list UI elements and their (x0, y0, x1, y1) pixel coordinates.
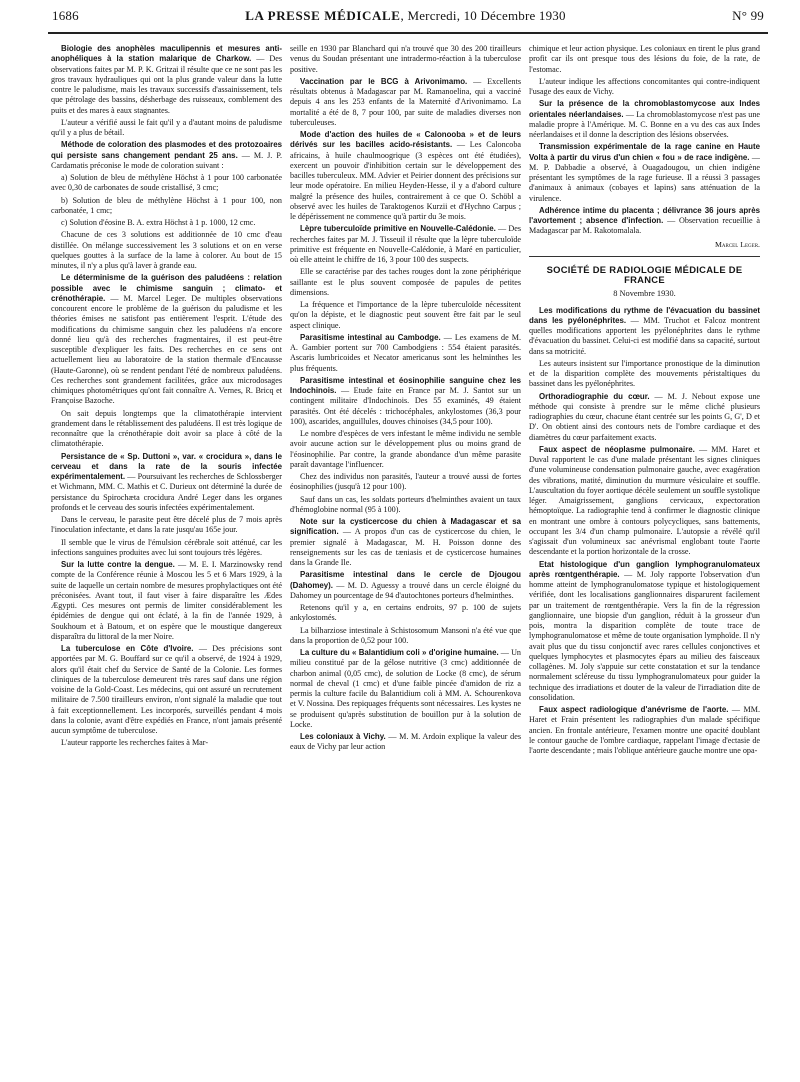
article-heading: Parasitisme intestinal et éosinophilie sanguine chez les Indochinois. (290, 375, 521, 395)
paragraph (529, 445, 760, 558)
article-heading: Etat histologique d'un ganglion lymphogranulomateux après rœntgenthérapie. (529, 559, 760, 579)
paragraph (529, 99, 760, 140)
paragraph-text: a) Solution de bleu de méthylène Höchst à 1 pour 100 carbonatée avec 0,30 de carbonates de soude cristallisé, 3 cmc; (51, 173, 282, 193)
article-heading: Les modifications du rythme de l'évacuation du bassinet dans les pyélonéphrites. (529, 305, 760, 325)
paragraph (51, 538, 282, 559)
paragraph (290, 429, 521, 470)
paragraph-text: — M. M. Ardoin explique la valeur des eaux de Vichy par leur action (290, 732, 521, 752)
article-heading: La culture du « Balantidium coli » d'origine humaine. (300, 648, 499, 657)
paragraph (529, 560, 760, 704)
paragraph (51, 452, 282, 514)
issue-number: N° 99 (732, 8, 764, 23)
issue-date: Mercredi, 10 Décembre 1930 (407, 8, 566, 23)
article-heading: Parasitisme intestinal au Cambodge. (300, 332, 441, 342)
paragraph (51, 409, 282, 450)
article-heading: Mode d'action des huiles de « Calonooba » et de leurs dérivés sur les bacilles acido-résistants. (290, 130, 521, 150)
section-date: 8 Novembre 1930. (613, 289, 676, 299)
paragraph (290, 648, 521, 730)
column-left (51, 44, 282, 1076)
paragraph-text: La fréquence et l'importance de la lèpre tuberculoïde nécessitent qu'on la dépiste, et le diagnostic peut souvent être fait par le seul aspect clinique. (290, 300, 521, 330)
author-signature: Marcel Leger. (714, 239, 760, 249)
article-heading: Faux aspect de néoplasme pulmonaire. (539, 444, 695, 454)
paragraph (529, 392, 760, 443)
column-right-part1 (529, 44, 760, 237)
article-heading: Adhérence intime du placenta ; délivrance 36 jours après l'avortement ; absence d'infection. (529, 205, 760, 225)
paragraph-text: — Etude faite en France par M. J. Santot sur un contingent militaire d'Indochinois. Des 55 examinés, 49 étaient parasités. Ont été décelés : trichocéphales, ankylostomes (36,3 pour 100), ascarides, anguillules, douves chinoises (34,5 pour 100). (290, 386, 521, 426)
paragraph-text: — M. D. Aguessy a trouvé dans un cercle éloigné du Dahomey un pourcentage de 94 d'autochtones porteurs d'helminthes. (290, 580, 521, 600)
paragraph-text: chimique et leur action physique. Les coloniaux en tirent le plus grand profit car ils ont presque tous des lésions du foie, de la rate, de l'estomac. (529, 44, 760, 74)
page-header (52, 2, 764, 30)
paragraph (51, 515, 282, 536)
paragraph-text: — MM. Haret et Frain présentent les radiographies d'un malade spécifique ancien. En frontale antérieure, l'examen montre une opacité doublant le contour gauche de l'ombre cardiaque, rappelant l'image d'ectasie de l'aorte descendante ; mais l'oblique antérieure gauche montre une opa- (529, 705, 760, 755)
column-middle (290, 44, 521, 1076)
paragraph-text: — M. Marcel Leger. De multiples observations concourent encore le problème de la guérison du paludisme et les théories émises ne satisfont pas entièrement l'esprit. L'étude des modifications du chimisme sanguin chez les paludéens n'a encore donné lieu qu'à des recherches fragmentaires, il est peut-être susceptible d'expliquer les faits. Des recherches en ce sens ont actuellement lieu au laboratoire de la station thermale d'Encausse (Haute-Garonne), où se rendent pendant l'été de nombreux paludéens. Ces recherches sont grandement facilitées, grâce aux microdosages chimiques photométriques qu'ont fait connaître A. Vernes, R. Bricq et Françoise Bazoche. (51, 293, 282, 406)
paragraph-text: Chez des individus non parasités, l'auteur a trouvé aussi de fortes éosinophilies (jusqu'à 12 pour 100). (290, 472, 521, 492)
paragraph (290, 44, 521, 75)
paragraph-text: Elle se caractérise par des taches rouges dont la zone périphérique saillante est le plus souvent composée de papules de petites dimensions. (290, 267, 521, 297)
paragraph-text: L'auteur a vérifié aussi le fait qu'il y a d'autant moins de paludisme qu'il y a plus de bétail. (51, 117, 282, 137)
paragraph-text: seille en 1930 par Blanchard qui n'a trouvé que 30 des 200 tirailleurs venus du Soudan présentant une intradermo-réaction à la tuberculose positive. (290, 44, 521, 74)
article-heading: Biologie des anophèles maculipennis et mesures anti-anophéliques à la station malarique de Charkow. (51, 44, 282, 64)
paragraph (529, 44, 760, 75)
paragraph-text: — Les Caloncoba africains, à huile chaulmoogrique (3 espèces ont été étudiées), exercent un pouvoir d'inhibition certain sur le développement des bacilles tuberculeux. MM. Advier et Peirier donnent des précisions sur leur mode opératoire. En milieu Heyden-Hesse, il y a d'abord culture malgré la présence des huiles, contrairement à ce que O. Schöbl a observé avec les huiles de Taraktogenos Kurzii et d'Hychno Carpus ; le dépérissement ne commence qu'à partir du 3e mois. (290, 140, 521, 221)
paragraph (290, 376, 521, 427)
paragraph (51, 738, 282, 748)
section-title: SOCIÉTÉ DE RADIOLOGIE MÉDICALE DE FRANCE (546, 263, 743, 285)
paragraph-text: — M. J. P. Cardamatis préconise le mode de coloration suivant : (51, 150, 282, 170)
paragraph-text: — Excellents résultats obtenus à Madagascar par M. Ramanoelina, qui a vacciné depuis 4 ans les 253 enfants de la Maternité d'Arivonimamo. La mortalité a été de 8, 7 pour 100, par suite de maladies diverses non tuberculeuses. (290, 76, 521, 127)
paragraph-text: — Des précisions sont apportées par M. G. Bouffard sur ce qu'il a observé, de 1924 à 1929, alors qu'il était chef du Service de Santé de la Colonie. Les formes cliniques de la tuberculose demeurent très rares sauf dans une région voisine de la Gold-Coast. Les médecins, qui ont assuré un recrutement militaire de 7.500 tirailleurs environ, n'ont signalé la maladie que tout à fait exceptionnellement. Les incorporés, surveillés pendant 4 mois dans la colonie, avant d'être expédiés en France, n'ont jamais présenté aucun symptôme de tuberculose. (51, 644, 282, 735)
paragraph (290, 300, 521, 331)
article-heading: La tuberculose en Côte d'Ivoire. (61, 644, 194, 653)
paragraph-text: — Poursuivant les recherches de Schlossberger et Wichmann, MM. C. Mathis et C. Durieux ont déterminé la durée de persistance du Spirochæta crocidura André Leger dans les organes profonds et le cerveau des souris infectées expérimentalement. (51, 472, 282, 512)
page-number: 1686 (52, 8, 79, 23)
paragraph-text: — M. J. Nebout expose une méthode qui consiste à prendre sur le même cliché plusieurs radiographies du cœur, chacune étant centrée sur les points G, G', D et D'. On obtient ainsi des contours nets de l'ombre cardiaque et des diamètres du cœur parfaitement exacts. (529, 391, 760, 442)
paragraph-text: Le nombre d'espèces de vers infestant le même individu ne semble avoir aucune action sur le développement plus ou moins grand de l'éosinophilie. Par contre, la grande abondance d'un même parasite paraît davantage l'influencer. (290, 429, 521, 469)
paragraph-text: Les auteurs insistent sur l'importance pronostique de la diminution et de la disparition complète des mouvements péristaltiques du bassinet dans les pyélonéphrites. (529, 358, 760, 389)
paragraph (529, 705, 760, 756)
paragraph (51, 230, 282, 271)
paragraph-text: On sait depuis longtemps que la climatothérapie intervient grandement dans le rétablissement des paludéens. Il est très logique de reconnaître que la crénothérapie doit avoir sa place à côté de la climatothérapie. (51, 408, 282, 449)
paragraph-text: La bilharziose intestinale à Schistosomum Mansoni n'a été vue que dans la proportion de 0,52 pour 100. (290, 625, 521, 645)
paragraph (529, 359, 760, 390)
paragraph-text: — Des recherches faites par M. J. Tisseuil il résulte que la lèpre tuberculoïde primitive est fréquente en Nouvelle-Calédonie, à Maré en particulier, où elle atteint le chiffre de 16, 3 pour 100 des suspects. (290, 224, 521, 264)
paragraph (290, 224, 521, 265)
paragraph (290, 333, 521, 374)
paragraph (51, 560, 282, 642)
article-heading: Sur la lutte contre la dengue. (61, 560, 175, 569)
article-heading: Le déterminisme de la guérison des paludéens : relation possible avec le chimisme sanguin ; climato- et crénothérapie. (51, 273, 282, 303)
paragraph (51, 196, 282, 217)
article-heading: Persistance de « Sp. Duttoni », var. « crocidura », dans le cerveau et dans la rate de la souris infectée expérimentalement. (51, 451, 282, 481)
paragraph (290, 267, 521, 298)
article-heading: Méthode de coloration des plasmodes et des protozoaires qui persiste sans changement pendant 25 ans. (51, 140, 282, 160)
paragraph-text: L'auteur indique les affections concomitantes qui contre-indiquent l'usage des eaux de Vichy. (529, 76, 760, 96)
paragraph-text: Dans le cerveau, le parasite peut être décelé plus de 7 mois après l'inoculation infectante, et dans la rate jusqu'au 165e jour. (51, 515, 282, 535)
article-heading: Parasitisme intestinal dans le cercle de Djougou (Dahomey). (290, 570, 521, 590)
article-heading: Les coloniaux à Vichy. (300, 732, 386, 741)
article-heading: Faux aspect radiologique d'anévrisme de l'aorte. (539, 705, 729, 714)
column-right-part2 (529, 306, 760, 757)
paragraph-text: — M. E. I. Marzinowsky rend compte de la Conférence réunie à Moscou les 5 et 6 Mars 1929, à la suite de laquelle un certain nombre de mesures prophylactiques ont été préconisées. Avant tout, il faut viser à faire disparaître les Ædes Ægypti. Ces mesures ont permis de limiter considérablement les épidémies de dengue qui ont éclaté, à la fin de l'année 1929, à Soukhoum et à Batoum, et on espère que le moustique dangereux disparaîtra du littoral de la mer Noire. (51, 560, 282, 641)
paragraph (290, 472, 521, 493)
column-right (529, 44, 760, 1076)
journal-name: LA PRESSE MÉDICALE (245, 8, 401, 23)
paragraph-text: c) Solution d'éosine B. A. extra Höchst à 1 p. 1000, 12 cmc. (61, 218, 256, 227)
paragraph-text: — MM. Truchot et Falcoz montrent quelles modifications apportent les pyélonéphrites dans le rythme d'évacuation du bassinet. Celui-ci est modifié dans sa capacité, surtout dans sa motricité. (529, 315, 760, 356)
paragraph (290, 130, 521, 222)
article-heading: Sur la présence de la chromoblastomycose aux Indes orientales néerlandaises. (529, 99, 760, 119)
paragraph (290, 603, 521, 624)
paragraph (51, 644, 282, 736)
paragraph (290, 77, 521, 128)
paragraph-text: — A propos d'un cas de cysticercose du chien, le premier signalé à Madagascar, M. H. Poisson donne des renseignements sur les cas de tæniasis et de cysticercose humaines dans la Grande Ile. (290, 527, 521, 567)
paragraph-text: Chacune de ces 3 solutions est additionnée de 10 cmc d'eau distillée. On mélange successivement les 3 solutions et on en verse quelques gouttes à la surface de la lame à colorer. Au bout de 15 minutes, il n'y a plus qu'à laver à grande eau. (51, 230, 282, 270)
paragraph (290, 517, 521, 568)
paragraph (529, 77, 760, 98)
paragraph-text: — M. P. Dabbadie a observé, à Ouagadougou, un chien indigène présentant les symptômes de la rage furieuse. Il a réussi 3 passages d'animaux à animaux (cobayes et lapins) sans atténuation de la virulence. (529, 152, 760, 203)
paragraph-text: Sauf dans un cas, les soldats porteurs d'helminthes avaient un taux d'hémoglobine normal (95 à 100). (290, 494, 521, 514)
header-rule (48, 32, 768, 34)
article-heading: Vaccination par le BCG à Arivonimamo. (300, 76, 468, 86)
paragraph-text: — Des observations faites par M. P. K. Gritzai il résulte que ce ne sont pas les gros travaux hydrauliques qui ont la plus grande valeur dans la lutte contre le paludisme, mais les travaux successifs d'assainissement, tels que pétrolage des bassins, désherbage des ruisseaux, comblement des puits et des mares à eaux stagnantes. (51, 54, 282, 115)
paragraph-text: L'auteur rapporte les recherches faites à Mar- (61, 738, 209, 748)
paragraph (529, 142, 760, 204)
journal-title: LA PRESSE MÉDICALE, Mercredi, 10 Décembre 1930 (245, 8, 566, 23)
paragraph (51, 273, 282, 406)
paragraph (529, 306, 760, 357)
paragraph-text: — La chromoblastomycose n'est pas une maladie propre à l'Amérique. M. C. Bonne en a vu des cas aux Indes néerlandaises et il donne la description des lésions observées. (529, 109, 760, 139)
paragraph-text: b) Solution de bleu de méthylène Höchst à 1 pour 100, non carbonatée, 1 cmc; (51, 195, 282, 215)
paragraph (290, 732, 521, 753)
paragraph-text: — Observation recueillie à Madagascar par M. Rakotomalala. (529, 216, 760, 236)
paragraph-text: — Les examens de M. A. Gambier portent sur 700 Cambodgiens : 554 étaient parasités. Ascaris lumbricoides et Necator americanus sont les helminthes les plus fréquents. (290, 332, 521, 373)
paragraph-text: Il semble que le virus de l'émulsion cérébrale soit atténué, car les infections sanguines produites avec lui sont toujours très légères. (51, 537, 282, 557)
paragraph (51, 218, 282, 228)
paragraph (51, 173, 282, 194)
paragraph-text: — Un milieu constitué par de la gélose nutritive (3 cmc) additionnée de charbon animal (0,05 cmc), de solution de Locke (8 cmc), de sérum normal de cheval (1 cmc) et d'une faible pincée d'amidon de riz a permis la culture facile du Balantidium coli à MM. A. Schourenkova et V. Nossina. Des repiquages fréquents sont nécessaires. Les kystes ne se produisent qu'après substitution de bouillon pur à la solution de Locke. (290, 648, 521, 729)
paragraph-text: — M. Joly rapporte l'observation d'un homme atteint de lymphogranulomatose typique et histologiquement vérifiée, dont les localisations ganglionnaires disparurent facilement par un traitement de rœntgenthérapie. Vers la fin de la régression ganglionnaire, une biopsie d'un ganglion, réduit à la grosseur d'un pois, montra la disparition complète de toute trace de lymphogranulomatose et même de toute organisation lymphoïde. Il n'y avait plus que du tissu conjonctif avec rares cellules conjonctives et quelques lymphocytes et plasmocytes épars au milieu des faisceaux collagènes. M. Joly s'appuie sur cette constatation et sur la tendance normalement scléreuse du tissu lymphogranulomateux pour guider la technique des irradiations et douter de la valeur de l'irradiation dite de consolidation. (529, 569, 760, 702)
paragraph (290, 570, 521, 601)
paragraph (290, 495, 521, 516)
paragraph-text: Retenons qu'il y a, en certains endroits, 97 p. 100 de sujets ankylostomés. (290, 603, 521, 623)
article-heading: Transmission expérimentale de la rage canine en Haute Volta à partir du virus d'un chien « fou » de race indigène. (529, 142, 760, 162)
paragraph (51, 118, 282, 139)
paragraph (51, 44, 282, 116)
paragraph (529, 206, 760, 237)
article-heading: Orthoradiographie du cœur. (539, 391, 650, 401)
paragraph (51, 140, 282, 171)
article-heading: Note sur la cysticercose du chien à Madagascar et sa signification. (290, 517, 521, 537)
article-heading: Lèpre tuberculoïde primitive en Nouvelle-Calédonie. (300, 224, 496, 234)
paragraph (290, 626, 521, 647)
section-divider (529, 256, 760, 257)
paragraph-text: — MM. Haret et Duval rapportent le cas d'une malade présentant les signes cliniques d'une volumineuse condensation pulmonaire gauche, avec exagération des vibrations, matité, diminution du murmure vésiculaire et souffle. L'auscultation du foyer aortique décèle seulement un souffle systolique léger. Amaigrissement, ganglions cervicaux, expectoration hémoptoïque. La radiographie tend à confirmer le diagnostic clinique en montrant une ombre à contours polycycliques, sans battements, occupant les 3/4 d'un champ pulmonaire. L'autopsie a révélé qu'il s'agissait d'un volumineux sac anévrismal englobant toute l'aorte descendante et la portion horizontale de la crosse. (529, 444, 760, 557)
